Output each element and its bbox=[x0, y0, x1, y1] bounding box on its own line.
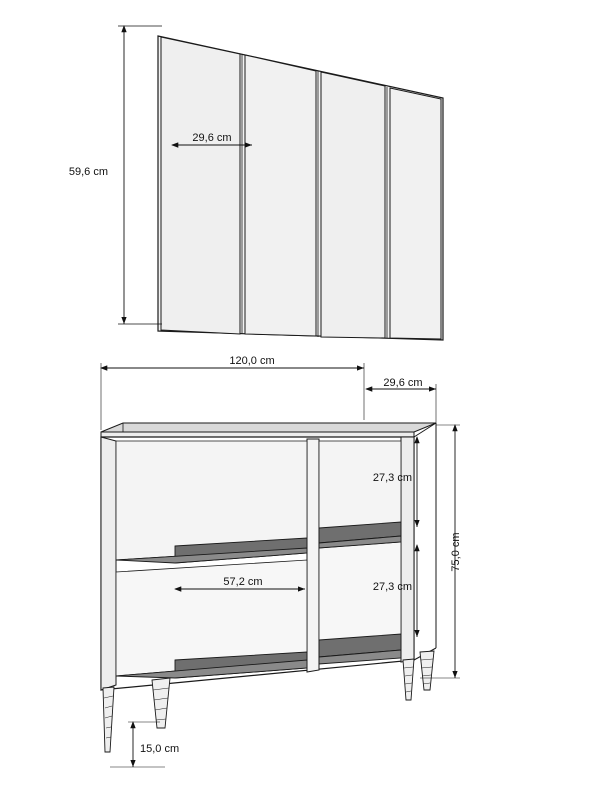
top-right-compartment bbox=[319, 441, 401, 536]
dimension-leg-height bbox=[110, 722, 179, 767]
label-total-height: 75,0 cm bbox=[450, 532, 462, 572]
cabinet-center-divider bbox=[307, 439, 319, 672]
cabinet-left-side-panel bbox=[101, 437, 116, 690]
wall-panel-2 bbox=[245, 55, 316, 336]
label-leg-height: 15,0 cm bbox=[140, 743, 180, 755]
leg-front-right bbox=[403, 659, 414, 700]
dimension-total-height bbox=[420, 425, 462, 678]
label-depth: 29,6 cm bbox=[383, 377, 423, 389]
upper-wall-panel-group bbox=[158, 36, 443, 340]
dimension-total-width bbox=[101, 355, 364, 430]
dimension-depth bbox=[366, 377, 436, 424]
wall-panel-1 bbox=[161, 37, 240, 334]
label-total-width: 120,0 cm bbox=[229, 355, 275, 367]
label-upper-height: 59,6 cm bbox=[68, 166, 108, 178]
leg-back-left bbox=[152, 678, 170, 728]
label-panel-width: 29,6 cm bbox=[192, 132, 232, 144]
wall-panel-4 bbox=[390, 88, 441, 339]
label-inner-width: 57,2 cm bbox=[223, 576, 263, 588]
label-lower-compartment-height: 27,3 cm bbox=[372, 581, 412, 593]
cabinet-right-side-panel bbox=[401, 437, 414, 662]
leg-back-right bbox=[420, 651, 434, 690]
cabinet-top-surface bbox=[101, 423, 436, 432]
label-upper-compartment-height: 27,3 cm bbox=[372, 472, 412, 484]
wall-panel-3 bbox=[321, 72, 385, 338]
dimension-upper-height bbox=[69, 26, 162, 324]
cabinet-top-edge bbox=[101, 432, 414, 437]
